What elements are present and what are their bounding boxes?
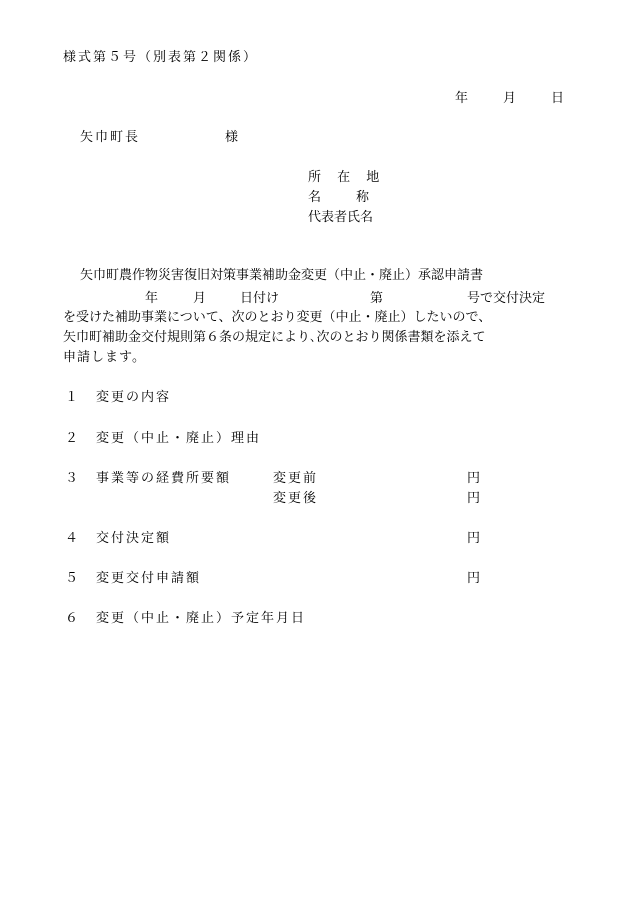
item-4-number: ４ [65, 531, 79, 546]
item-3-sub-before-label: 変更前 [273, 471, 319, 486]
item-3-sub-after-label: 変更後 [273, 491, 319, 506]
date-year-label: 年 [455, 91, 469, 106]
body-line-4: 矢巾町補助金交付規則第６条の規定により､次のとおり関係書類を添えて [63, 330, 486, 345]
body-line-2-month: 月 [193, 291, 207, 306]
body-line-2-end: 号で交付決定 [467, 291, 546, 306]
item-5-label: 変更交付申請額 [96, 571, 202, 586]
date-month-label: 月 [503, 91, 517, 106]
item-1-number: １ [65, 390, 79, 405]
item-5-unit: 円 [467, 571, 481, 586]
body-line-5: 申請します。 [63, 350, 146, 365]
item-1-label: 変更の内容 [96, 390, 172, 405]
item-2-label: 変更（中止・廃止）理由 [96, 431, 262, 446]
item-3-label: 事業等の経費所要額 [96, 471, 232, 486]
body-line-2-day: 日付け [240, 291, 280, 306]
applicant-representative-label: 代表者氏名 [308, 210, 374, 225]
item-5-number: ５ [65, 571, 79, 586]
item-4-label: 交付決定額 [96, 531, 172, 546]
item-3-sub-after-unit: 円 [467, 491, 481, 506]
body-line-2-year: 年 [145, 291, 159, 306]
applicant-address-label: 所 在 地 [308, 170, 386, 185]
item-2-number: ２ [65, 431, 79, 446]
applicant-name-label: 名 称 [308, 190, 373, 205]
body-line-3: を受けた補助事業について、次のとおり変更（中止・廃止）したいので、 [63, 310, 492, 325]
item-3-number: ３ [65, 471, 79, 486]
date-day-label: 日 [551, 91, 565, 106]
item-4-unit: 円 [467, 531, 481, 546]
item-6-label: 変更（中止・廃止）予定年月日 [96, 611, 307, 626]
addressee-name: 矢巾町長 [80, 130, 141, 145]
body-line-1: 矢巾町農作物災害復旧対策事業補助金変更（中止・廃止）承認申請書 [80, 268, 484, 283]
item-6-number: ６ [65, 611, 79, 626]
item-3-sub-before-unit: 円 [467, 471, 481, 486]
addressee-honorific: 様 [225, 130, 239, 145]
form-label: 様式第５号（別表第２関係） [63, 50, 259, 65]
body-line-2-no: 第 [370, 291, 384, 306]
